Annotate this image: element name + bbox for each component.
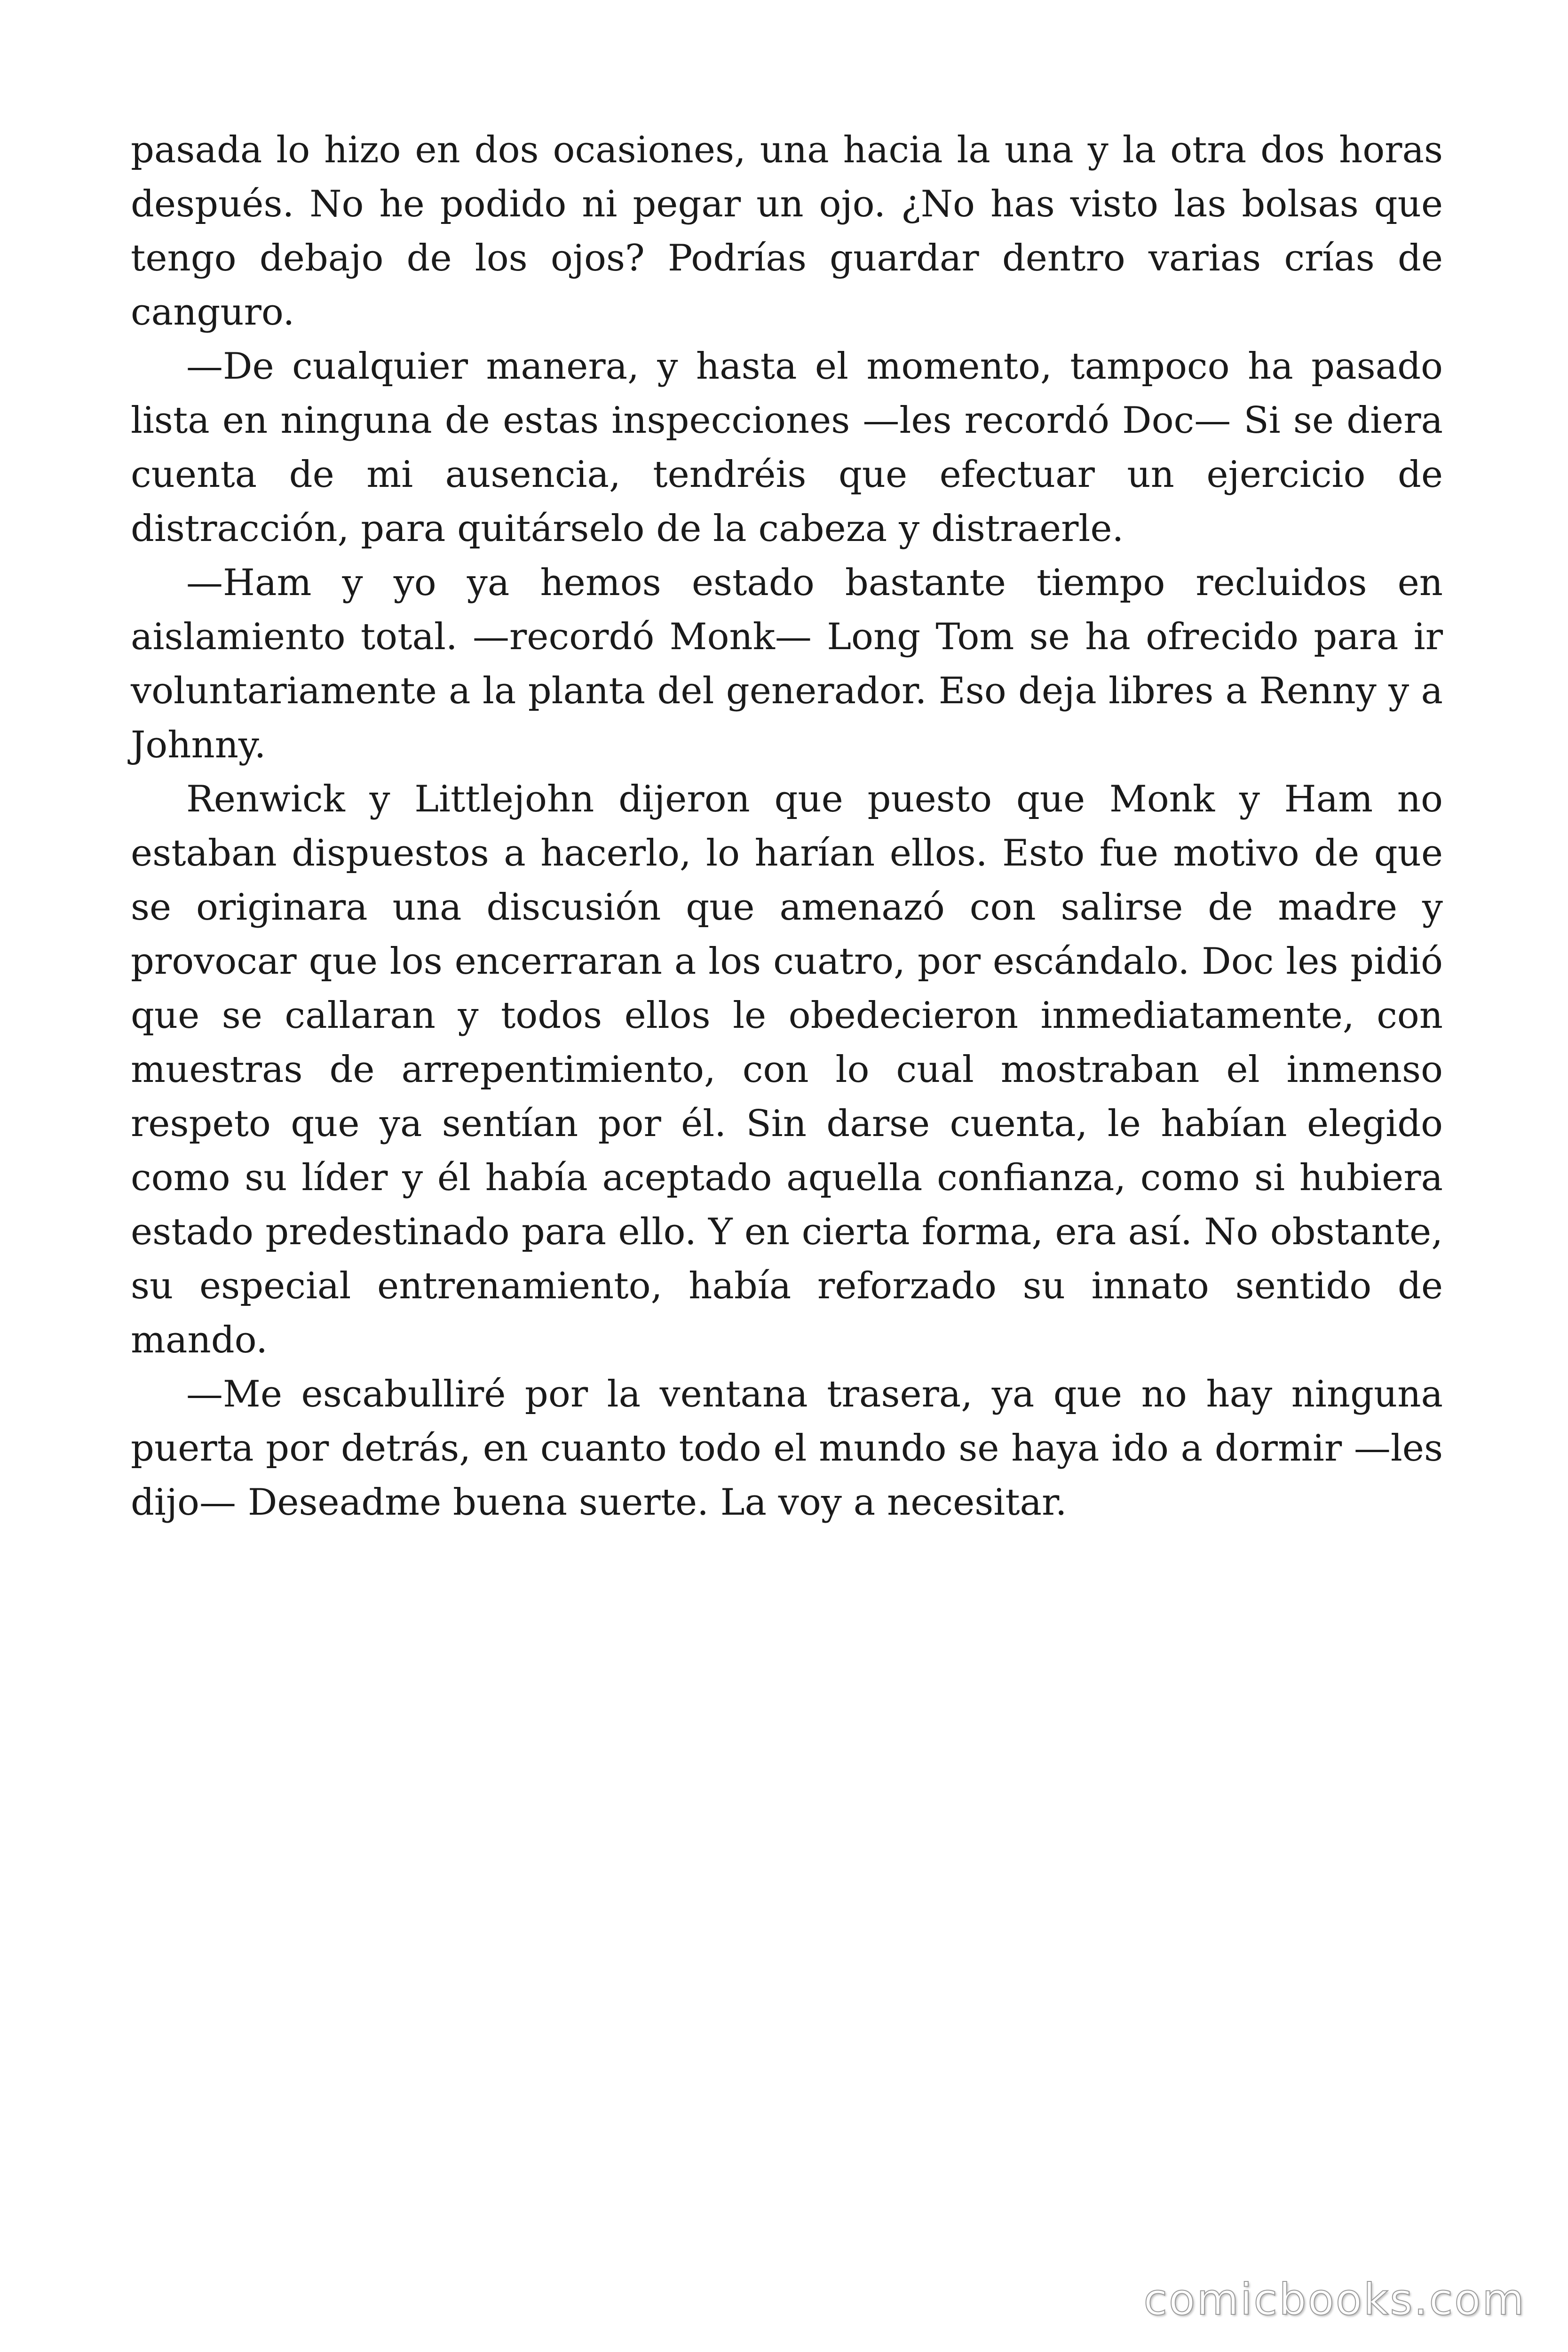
paragraph-3: —Ham y yo ya hemos estado bastante tiempo recluidos en aislamiento total. —recordó Monk— Long Tom se ha ofrecido para ir voluntariamente a la planta del generador. Eso deja libres a Renny y a Johnny. [131, 562, 1443, 766]
watermark-logo: comicbooks.com [1143, 2274, 1526, 2325]
paragraph-1: pasada lo hizo en dos ocasiones, una hacia la una y la otra dos horas después. No he podido ni pegar un ojo. ¿No has visto las bolsas que tengo debajo de los ojos? Podrías guardar dentro varias crías de canguro. [131, 129, 1443, 334]
paragraph-4: Renwick y Littlejohn dijeron que puesto que Monk y Ham no estaban dispuestos a hacerlo, lo harían ellos. Esto fue motivo de que se originara una discusión que amenazó con salirse de madre y provocar que los encerraran a los cuatro, por escándalo. Doc les pidió que se callaran y todos ellos le obedecieron inmediatamente, con muestras de arrepentimiento, con lo cual mostraban el inmenso respeto que ya sentían por él. Sin darse cuenta, le habían elegido como su líder y él había aceptado aquella confianza, como si hubiera estado predestinado para ello. Y en cierta forma, era así. No obstante, su especial entrenamiento, había reforzado su innato sentido de mando. [131, 778, 1443, 1361]
paragraph-5: —Me escabulliré por la ventana trasera, ya que no hay ninguna puerta por detrás, en cuanto todo el mundo se haya ido a dormir —les dijo— Deseadme buena suerte. La voy a necesitar. [131, 1373, 1443, 1524]
paragraph-2: —De cualquier manera, y hasta el momento, tampoco ha pasado lista en ninguna de estas inspecciones —les recordó Doc— Si se diera cuenta de mi ausencia, tendréis que efectuar un ejercicio de distracción, para quitárselo de la cabeza y distraerle. [131, 345, 1443, 550]
body-text [131, 123, 1443, 1530]
